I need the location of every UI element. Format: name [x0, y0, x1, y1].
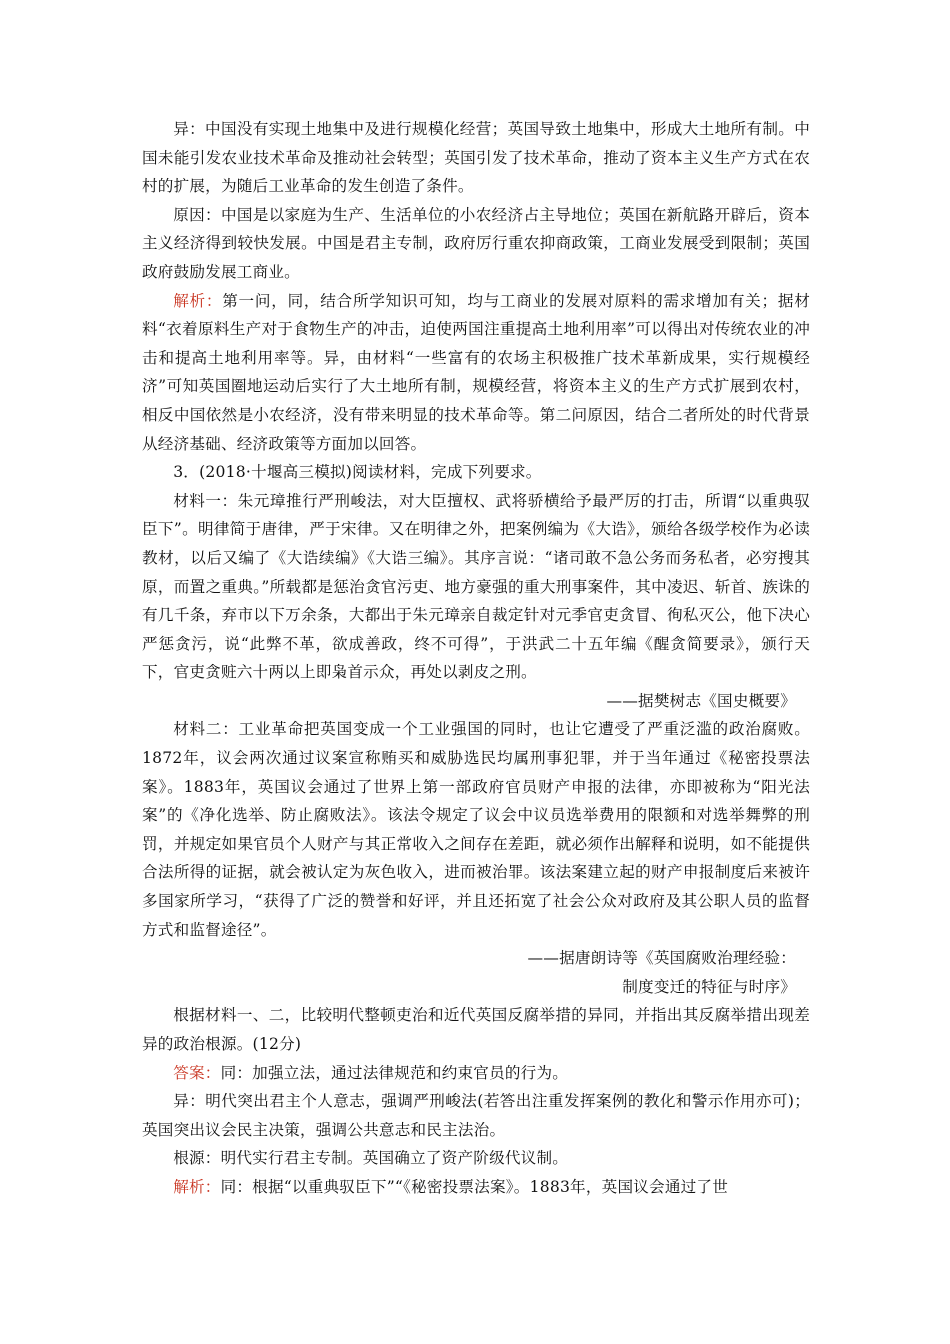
answer-difference-text: 异：明代突出君主个人意志，强调严刑峻法(若答出注重发挥案例的教化和警示作用亦可)；英国突出议会民主决策，强调公共意志和民主法治。 — [142, 1092, 810, 1139]
answer-reason-paragraph: 原因：中国是以家庭为生产、生活单位的小农经济占主导地位；英国在新航路开辟后，资本主义经济得到较快发展。中国是君主专制，政府厉行重农抑商政策，工商业发展受到限制；英国政府鼓励发展工商业。 — [142, 205, 810, 281]
answer-paragraph — [142, 1059, 810, 1088]
answer-text: 同：加强立法，通过法律规范和约束官员的行为。 — [220, 1063, 569, 1082]
task-paragraph: 根据材料一、二，比较明代整顿吏治和近代英国反腐举措的异同，并指出其反腐举措出现差异的政治根源。(12分) — [142, 1006, 810, 1053]
explanation-label: 解析： — [173, 1177, 221, 1196]
answer-difference-paragraph: 异：中国没有实现土地集中及进行规模化经营；英国导致土地集中，形成大土地所有制。中国未能引发农业技术革命及推动社会转型；英国引发了技术革命，推动了资本主义生产方式在农村的扩展，为随后工业革命的发生创造了条件。 — [142, 120, 810, 196]
material-2-source-line-2: 制度变迁的特征与时序》 — [622, 977, 796, 996]
explanation-text: 同：根据“以重典驭臣下”“《秘密投票法案》。1883年，英国议会通过了世 — [220, 1177, 728, 1196]
explanation-paragraph — [142, 1173, 810, 1202]
question-3-heading: 3．(2018·十堰高三模拟)阅读材料，完成下列要求。 — [173, 463, 542, 482]
material-1-source: ——据樊树志《国史概要》 — [606, 691, 796, 710]
document-body — [142, 115, 810, 1202]
analysis-paragraph — [142, 287, 810, 459]
analysis-text: 第一问，同，结合所学知识可知，均与工商业的发展对原料的需求增加有关；据材料“衣着原料生产对于食物生产的冲击，迫使两国注重提高土地利用率”可以得出对传统农业的冲击和提高土地利用率等。异，由材料“一些富有的农场主积极推广技术革新成果，实行规模经济”可知英国圈地运动后实行了大土地所有制，规模经营，将资本主义的生产方式扩展到农村，相反中国依然是小农经济，没有带来明显的技术革命等。第二问原因，结合二者所处的时代背景从经济基础、经济政策等方面加以回答。 — [142, 291, 810, 453]
answer-label: 答案： — [173, 1063, 221, 1082]
material-1-paragraph: 材料一：朱元璋推行严刑峻法，对大臣擅权、武将骄横给予最严厉的打击，所谓“以重典驭臣下”。明律简于唐律，严于宋律。又在明律之外，把案例编为《大诰》，颁给各级学校作为必读教材，以后又编了《大诰续编》《大诰三编》。其序言说：“诸司敢不急公务而务私者，必穷搜其原，而置之重典。”所载都是惩治贪官污吏、地方豪强的重大刑事案件，其中凌迟、斩首、族诛的有几千条，弃市以下万余条，大都出于朱元璋亲自裁定针对元季官吏贪冒、徇私灭公，他下决心严惩贪污，说“此弊不革，欲成善政，终不可得”，于洪武二十五年编《醒贪简要录》，颁行天下，官吏贪赃六十两以上即枭首示众，再处以剥皮之刑。 — [142, 491, 810, 682]
material-2-source-line-1: ——据唐朗诗等《英国腐败治理经验： — [527, 949, 796, 968]
material-2-paragraph: 材料二：工业革命把英国变成一个工业强国的同时，也让它遭受了严重泛滥的政治腐败。1872年，议会两次通过议案宣称贿买和威胁选民均属刑事犯罪，并于当年通过《秘密投票法案》。1883年，英国议会通过了世界上第一部政府官员财产申报的法律，亦即被称为“阳光法案”的《净化选举、防止腐败法》。该法令规定了议会中议员选举费用的限额和对选举舞弊的刑罚，并规定如果官员个人财产与其正常收入之间存在差距，就必须作出解释和说明，如不能提供合法所得的证据，就会被认定为灰色收入，进而被治罪。该法案建立起的财产申报制度后来被许多国家所学习，“获得了广泛的赞誉和好评，并且还拓宽了社会公众对政府及其公职人员的监督方式和监督途径”。 — [142, 720, 810, 939]
answer-root-text: 根源：明代实行君主专制。英国确立了资产阶级代议制。 — [173, 1149, 569, 1168]
analysis-label: 解析： — [173, 291, 223, 310]
